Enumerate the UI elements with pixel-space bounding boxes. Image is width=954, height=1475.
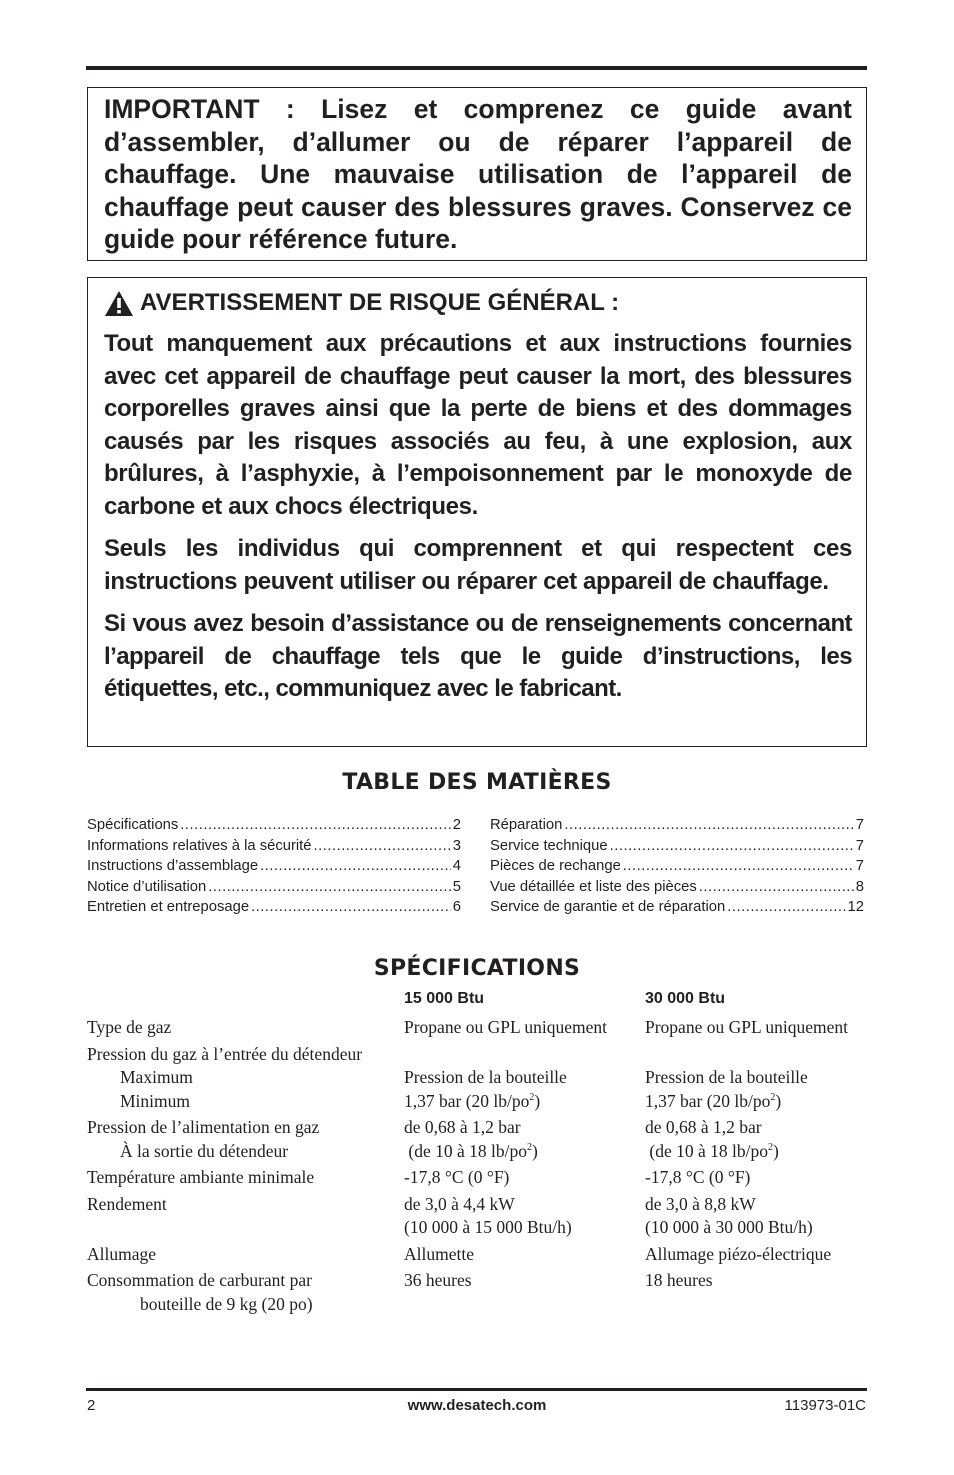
warning-triangle-icon <box>104 290 134 317</box>
toc-item-label: Informations relatives à la sécurité <box>87 837 312 854</box>
bottom-rule <box>86 1388 867 1391</box>
spec-header-30000: 30 000 Btu <box>645 990 726 1007</box>
toc-item[interactable] <box>490 897 864 918</box>
spec-label: Température ambiante minimale <box>87 1167 315 1187</box>
spec-value-maximum: Pression de la bouteille <box>404 1067 567 1087</box>
spec-label: Consommation de carburant par bouteille de 9 kg (20 po) <box>87 1270 313 1314</box>
spec-value-30000 <box>645 1043 877 1114</box>
important-notice-box <box>87 87 867 261</box>
toc-title: TABLE DES MATIÈRES <box>342 770 612 795</box>
toc-item[interactable] <box>87 836 461 857</box>
toc-item[interactable] <box>490 877 864 898</box>
spec-value-15000: de 0,68 à 1,2 bar (de 10 à 18 $lb/po^2$) <box>404 1117 538 1161</box>
toc-item-label: Service technique <box>490 837 608 854</box>
spec-value-30000: Propane ou GPL uniquement <box>645 1017 849 1037</box>
important-notice-text: IMPORTANT : Lisez et comprenez ce guide avant d’assembler, d’allumer ou de réparer l’appareil de chauffage. Une mauvaise utilisation de l’appareil de chauffage peut causer des blessures graves. Conservez ce guide pour référence future. <box>104 94 852 254</box>
toc-item-page: 5 <box>452 878 461 895</box>
spec-label <box>87 1043 404 1114</box>
general-hazard-warning-box <box>87 277 867 747</box>
toc-item-page: 7 <box>855 858 864 874</box>
spec-value-maximum: Pression de la bouteille <box>645 1067 808 1087</box>
warning-paragraph-3: Si vous avez besoin d’assistance ou de renseignements concernant l’appareil de chauffage tels que le guide d’instructions, les étiquettes, etc., communiquez avec le fabricant. <box>104 610 852 702</box>
spec-value-30000: de 0,68 à 1,2 bar (de 10 à 18 $lb/po^2$) <box>645 1117 779 1161</box>
spec-label: Pression de l’alimentation en gaz À la sortie du détendeur <box>87 1117 320 1161</box>
toc-leader <box>727 897 845 918</box>
toc-leader <box>699 877 854 898</box>
spec-value-15000: Allumette <box>404 1243 474 1264</box>
footer-url[interactable]: www.desatech.com <box>407 1397 547 1414</box>
footer-page-number: 2 <box>87 1397 96 1414</box>
spec-value-15000: -17,8 °C (0 °F) <box>404 1167 510 1187</box>
top-rule <box>86 66 867 70</box>
toc-item-label: Instructions d’assemblage <box>87 858 259 874</box>
warning-title-text: AVERTISSEMENT DE RISQUE GÉNÉRAL : <box>140 289 620 316</box>
spec-value-minimum: 1,37 bar (20 $lb/po^2$) <box>645 1090 782 1111</box>
spec-row-min-temp <box>87 1166 877 1190</box>
spec-value-30000: 18 heures <box>645 1270 713 1290</box>
toc-item-label: Spécifications <box>87 817 179 833</box>
warning-paragraph-2: Seuls les individus qui comprennent et qui respectent ces instructions peuvent utiliser ou réparer cet appareil de chauffage. <box>104 535 852 595</box>
spec-sublabel-maximum: Maximum <box>120 1067 193 1087</box>
spec-row-inlet-pressure <box>87 1043 877 1114</box>
toc-leader <box>260 856 451 877</box>
toc-item[interactable] <box>490 856 864 877</box>
toc-item-label: Notice d’utilisation <box>87 878 207 895</box>
spec-value-30000: -17,8 °C (0 °F) <box>645 1167 751 1187</box>
spec-row-fuel-consumption <box>87 1269 877 1316</box>
spec-value-15000: de 3,0 à 4,4 kW (10 000 à 15 000 Btu/h) <box>404 1193 572 1237</box>
toc-item[interactable] <box>490 836 864 857</box>
toc-item-label: Vue détaillée et liste des pièces <box>490 878 697 895</box>
spec-value-15000: 36 heures <box>404 1270 472 1290</box>
spec-row-output <box>87 1193 877 1240</box>
toc-item-label: Réparation <box>490 817 563 833</box>
spec-sublabel-minimum: Minimum <box>120 1090 191 1111</box>
toc-leader <box>208 877 451 898</box>
toc-item[interactable] <box>87 856 461 877</box>
spec-label: Rendement <box>87 1193 167 1214</box>
toc-item-label: Service de garantie et de réparation <box>490 899 726 915</box>
toc-item-page: 8 <box>855 878 864 895</box>
spec-value-30000: Allumage piézo-électrique <box>645 1243 832 1264</box>
spec-label: Type de gaz <box>87 1017 172 1037</box>
toc-leader <box>180 815 450 836</box>
spec-row-ignition <box>87 1243 877 1267</box>
warning-title <box>104 288 852 318</box>
toc-leader <box>314 836 451 857</box>
toc-item-page: 3 <box>452 837 461 854</box>
footer-document-code: 113973-01C <box>784 1397 866 1414</box>
spec-header-15000: 15 000 Btu <box>404 990 485 1007</box>
toc-item[interactable] <box>490 815 864 836</box>
specifications-table <box>87 1016 877 1319</box>
toc-item-page: 7 <box>855 837 864 854</box>
spec-row-gas-type <box>87 1016 877 1040</box>
toc-leader <box>623 856 854 877</box>
toc-item-page: 4 <box>452 858 461 874</box>
toc-right-column <box>490 815 864 918</box>
toc-left-column <box>87 815 461 918</box>
toc-leader <box>251 897 451 918</box>
spec-row-supply-pressure <box>87 1116 877 1163</box>
spec-label: Allumage <box>87 1243 157 1264</box>
toc-item-label: Pièces de rechange <box>490 858 621 874</box>
toc-item[interactable] <box>87 897 461 918</box>
spec-label-line: Pression du gaz à l’entrée du détendeur <box>87 1043 363 1064</box>
toc-item-page: 2 <box>452 817 461 833</box>
toc-leader <box>564 815 853 836</box>
toc-item[interactable] <box>87 877 461 898</box>
toc-item-page: 7 <box>855 817 864 833</box>
spec-value-15000: Propane ou GPL uniquement <box>404 1017 608 1037</box>
toc-item-label: Entretien et entreposage <box>87 899 250 915</box>
toc-item-page: 6 <box>452 899 461 915</box>
specifications-title: SPÉCIFICATIONS <box>373 956 581 981</box>
spec-value-minimum: 1,37 bar (20 $lb/po^2$) <box>404 1090 541 1111</box>
toc-leader <box>610 836 854 857</box>
toc-item-page: 12 <box>847 899 864 915</box>
spec-value-30000: de 3,0 à 8,8 kW (10 000 à 30 000 Btu/h) <box>645 1193 813 1237</box>
warning-paragraph-1: Tout manquement aux précautions et aux instructions fournies avec cet appareil de chauffage peut causer la mort, des blessures corporelles graves ainsi que la perte de biens et des dommages causés par les risques associés au feu, à une explosion, aux brûlures, à l’asphyxie, à l’empoisonnement par le monoxyde de carbone et aux chocs électriques. <box>104 330 852 520</box>
spec-value-15000 <box>404 1043 645 1114</box>
toc-item[interactable] <box>87 815 461 836</box>
